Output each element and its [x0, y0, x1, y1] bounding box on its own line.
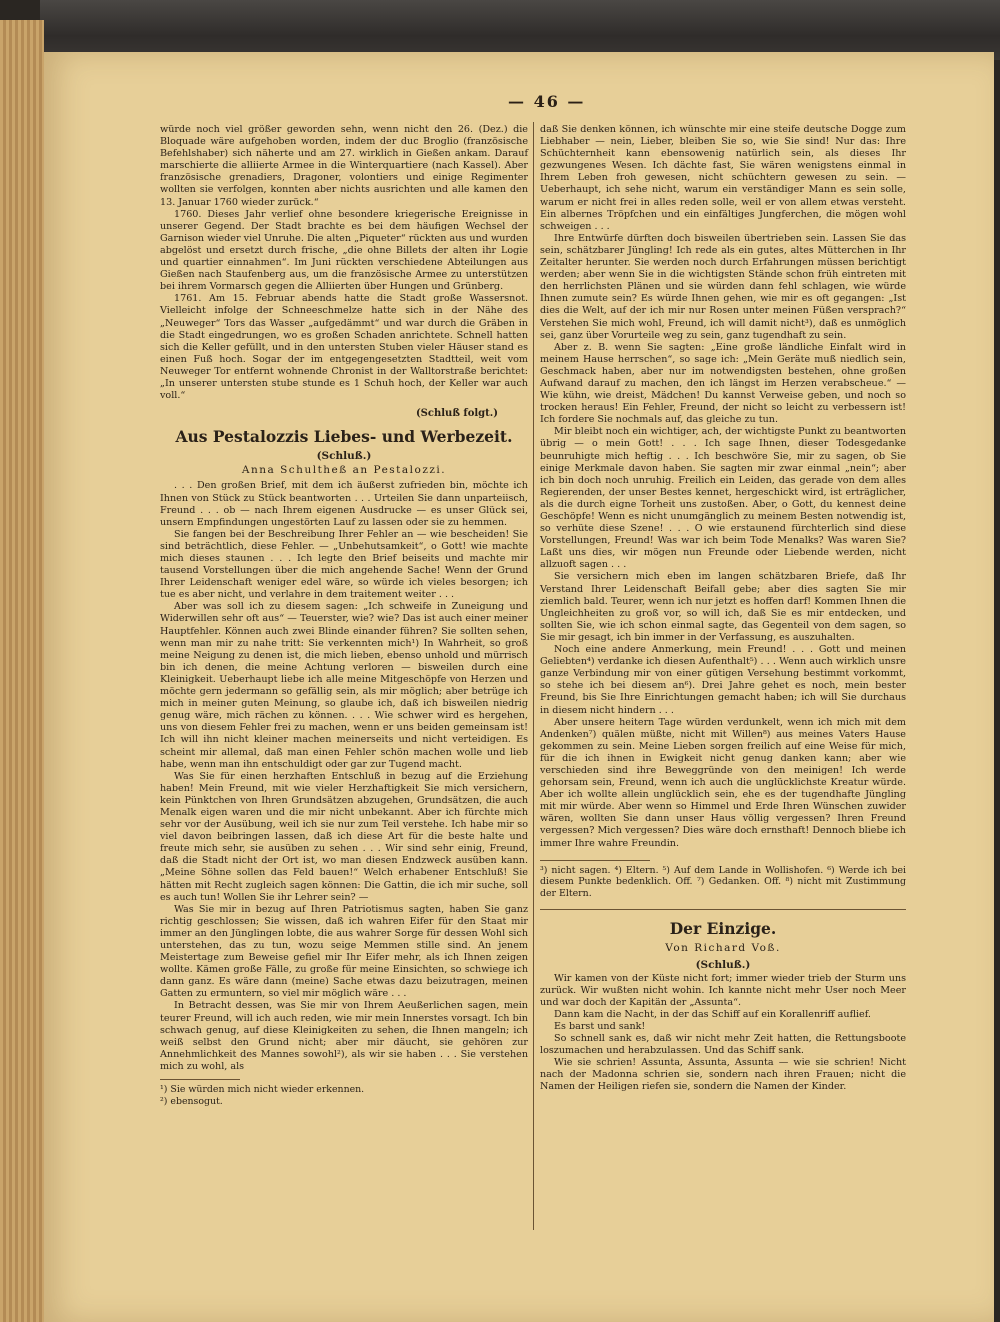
column-divider: [533, 122, 534, 1230]
letter-paragraph: daß Sie denken können, ich wünschte mir eine steife deutsche Dogge zum Liebhaber — nein, Lieber, bleiben Sie so, wie Sie sind! Nur das: Ihre Schüchternheit kann ebensowenig natürlich sein, als dieses Ihr gezwungenes Wesen. Ich dächte fast, Sie wären wenigstens einmal in Ihrem Leben froh gewesen, nicht schüchtern gewesen zu sein. — Ueberhaupt, ich sehe nicht, warum ein verständiger Mann es sein solle, warum er nicht frei in alles reden solle, weil er von allem etwas versteht. Ein albernes Tröpfchen und ein einfältiges Jungferchen, die mögen wohl schweigen . . .: [540, 124, 906, 232]
page-stack-edge: [0, 20, 44, 1322]
left-column: [160, 124, 528, 1107]
chronicle-paragraph: würde noch viel größer geworden sehn, wenn nicht den 26. (Dez.) die Bloquade wäre aufgehoben worden, indem der duc Broglio (französische Befehlshaber) sich näherte und am 27. wirklich in Gießen ankam. Darauf marschierte die alliierte Armee in die Winterquartiere (nach Kassel). Aber französische grenadiers, Dragoner, volontiers und einige Regimenter wollten sie verfolgen, konnten aber nichts ausrichten und alle kamen den 13. Januar 1760 wieder zurück.“: [160, 124, 528, 208]
chronicle-paragraph: 1761. Am 15. Februar abends hatte die Stadt große Wassersnot. Vielleicht infolge der Schneeschmelze hatte sich in der Nähe des „Neuweger“ Tors das Wasser „aufgedämmt“ und war durch die Gräben in die Stadt eingedrungen, wo es großen Schaden anrichtete. Schnell hatten sich die Keller gefüllt, und in den untersten Stuben vieler Häuser stand es einen Fuß hoch. Sogar der im entgegengesetzten Stadtteil, weit vom Neuweger Tor entfernt wohnende Chronist in der Walltorstraße berichtet: „In unserer untersten stube stunde es 1 Schuh hoch, der Keller war auch voll.“: [160, 293, 528, 402]
letter-paragraph: Aber unsere heitern Tage würden verdunkelt, wenn ich mich mit dem Andenken⁷) quälen müßte, nicht mit Willen⁸) aus meines Vaters Hause gekommen zu sein. Meine Lieben sorgen freilich auf eine Weise für mich, für die ich ihnen in Ewigkeit nicht genug danken kann; aber wie verschieden sind ihre Beweggründe von den meinigen! Ich werde gehorsam sein, Freund, wenn ich auch die unglücklichste Kreatur würde. Aber ich wollte allein unglücklich sein, ehe es der tugendhafte Jüngling mit mir würde. Aber wenn so Himmel und Erde Ihren Wünschen zuwider wären, wollten Sie dann unser Haus völlig vergessen? Ihren Freund vergessen? Mich vergessen? Dies wäre doch ernsthaft! Dennoch bliebe ich immer Ihre wahre Freundin.: [540, 716, 906, 849]
footnote: ²) ebensogut.: [160, 1095, 223, 1107]
section-divider: [540, 909, 906, 910]
letter-paragraph: Was Sie mir in bezug auf Ihren Patriotismus sagten, haben Sie ganz richtig geschlossen; Sie wissen, daß ich wahren Eifer für den Staat mir immer an den Jünglingen lobte, die aus wahrer Sorge für dessen Wohl sich unterstehen, das zu tun, wozu seige Memmen stille sind. An jenem Meistertage zum Beweise gefiel mir Ihr Eifer mehr, als ich Ihnen zeigen wollte. Kämen große Fälle, zu große für meine Einsichten, so schwiege ich dann ganz. Es wäre dann (meine) Sache etwas dazu beizutragen, meinen Gatten zu ermuntern, so viel mir möglich wäre . . .: [160, 903, 528, 1000]
letter-paragraph: Sie versichern mich eben im langen schätzbaren Briefe, daß Ihr Verstand Ihrer Leidenschaft Beifall gebe; aber dies sagten Sie mir ziemlich bald. Teurer, wenn ich nur jetzt es hoffen darf! Kommen Ihnen die Ungleichheiten zu groß vor, so will ich, daß Sie es mir entdecken, und sollten Sie, wie ich schon einmal sagte, das Gegenteil von dem sagen, so Sie mir gesagt, ich bin immer in der Verfassung, es auszuhalten.: [540, 571, 906, 643]
letter-paragraph: Was Sie für einen herzhaften Entschluß in bezug auf die Erziehung haben! Mein Freund, mit wie vieler Herzhaftigkeit Sie mich versichern, kein Pünktchen von Ihren Grundsätzen abzugehen, Grundsätzen, die auch Menalk eigen waren und die mir nicht unbekannt. Aber ich fürchte mich sehr vor der Ausübung, weil ich sie nur zum Teil verstehe. Ich habe mir so viel davon beibringen lassen, daß ich diese Art für die beste halte und freute mich sehr, sie ausüben zu sehen . . . Wir sind sehr einig, Freund, daß die Stadt nicht der Ort ist, wo man diesen Endzweck ausüben kann. „Meine Söhne sollen das Feld bauen!“ Welch erhabener Entschluß! Sie hätten mit Recht zugleich sagen können: Die Gattin, die ich mir suche, soll es auch tun! Wollen Sie ihr Lehrer sein? —: [160, 770, 528, 903]
book-binding: [40, 0, 1000, 60]
article-title: Aus Pestalozzis Liebes- und Werbezeit.: [175, 427, 513, 447]
story-subtitle: (Schluß.): [695, 958, 751, 971]
story-paragraph: So schnell sank es, daß wir nicht mehr Zeit hatten, die Rettungsboote loszumachen und herabzulassen. Und das Schiff sank.: [540, 1033, 906, 1057]
page-number: — 46 —: [508, 92, 586, 111]
story-paragraph: Es barst und sank!: [554, 1020, 646, 1032]
story-paragraph: Wir kamen von der Küste nicht fort; immer wieder trieb der Sturm uns zurück. Wir wußten nicht wohin. Ich kannte nicht mehr User noch Meer und war doch der Kapitän der „Assunta“.: [540, 972, 906, 1008]
footnote-rule: [160, 1079, 240, 1080]
letter-paragraph: Aber z. B. wenn Sie sagten: „Eine große ländliche Einfalt wird in meinem Hause herrschen“, so sage ich: „Mein Geräte muß niedlich sein, Geschmack haben, aber nur im notwendigsten bestehen, ohne großen Aufwand darauf zu machen, den ich längst im Herzen verabscheue.“ — Wie kühn, wie dreist, Mädchen! Du kannst Verweise geben, und noch so trocken heraus! Ein Fehler, Freund, der nicht so leicht zu verbessern ist! Ich fordere Sie nochmals auf, das gleiche zu tun.: [540, 341, 906, 426]
story-paragraph: Dann kam die Nacht, in der das Schiff auf ein Korallenriff auflief.: [554, 1008, 871, 1020]
letter-paragraph: Noch eine andere Anmerkung, mein Freund! . . . Gott und meinen Geliebten⁴) verdanke ich diesen Aufenthalt⁵) . . . Wenn auch wirklich unsre ganze Verbindung mir von einer gütigen Versehung bestimmt vorkommt, so stehe ich bei diesem an⁶). Drei Jahre gehet es noch, mein bester Freund, bis Sie Ihre Einrichtungen gemacht haben; ich will Sie durchaus in diesem nicht hindern . . .: [540, 644, 906, 716]
chronicle-paragraph: 1760. Dieses Jahr verlief ohne besondere kriegerische Ereignisse in unserer Gegend. Der Stadt brachte es bei dem häufigen Wechsel der Garnison wieder viel Unruhe. Die alten „Piqueter“ rückten aus und wurden abgelöst und ersetzt durch frische, „die ohne Billets der alten ihr Logie und quartier einnahmen“. Im Juni rückten verschiedene Abteilungen aus Gießen nach Staufenberg aus, um die französische Armee zu unterstützen bei ihrem Vormarsch gegen die Alliierten über Hungen und Grünberg.: [160, 208, 528, 293]
footnote-rule: [540, 860, 650, 861]
story-author: Von Richard Voß.: [665, 942, 781, 955]
article-subtitle: (Schluß.): [316, 450, 372, 463]
article-author: Anna Schultheß an Pestalozzi.: [241, 464, 447, 477]
letter-paragraph: Sie fangen bei der Beschreibung Ihrer Fehler an — wie bescheiden! Sie sind beträchtlich, diese Fehler. — „Unbehutsamkeit“, o Gott! wie machte mich dieses staunen . . . Ich legte den Brief beiseits und machte mir tausend Vorstellungen über die mich angehende Sache! Wenn der Grund Ihrer Leidenschaft weniger edel wäre, so würde ich vieles besorgen; ich tue es aber nicht, und verlahre in dem traitement weiter . . .: [160, 528, 528, 601]
footnote: ³) nicht sagen. ⁴) Eltern. ⁵) Auf dem Lande in Wollishofen. ⁶) Werde ich bei diesem Punkte bedenklich. Off. ⁷) Gedanken. Off. ⁸) nicht mit Zustimmung der Eltern.: [540, 864, 906, 899]
continued-note: (Schluß folgt.): [415, 408, 498, 420]
story-paragraph: Wie sie schrien! Assunta, Assunta, Assunta — wie sie schrien! Nicht nach der Madonna schrien sie, sondern nach ihren Frauen; nicht die Namen der Heiligen riefen sie, sondern die Namen der Kinder.: [540, 1057, 906, 1093]
right-column: [540, 124, 906, 1094]
letter-paragraph: Ihre Entwürfe dürften doch bisweilen übertrieben sein. Lassen Sie das sein, schätzbarer Jüngling! Ich rede als ein gutes, altes Mütterchen in Ihr Zeitalter herunter. Sie werden noch durch Erfahrungen müssen berichtigt werden; aber wenn Sie in die wichtigsten Stände schon früh eintreten mit den herrlichsten Plänen und sie würden dann fehl schlagen, wie würde Ihnen zumute sein? Es würde Ihnen gehen, wie mir es oft gegangen: „Ist dies die Welt, auf der ich mir nur Rosen unter meinen Füßen versprach?“ Verstehen Sie mich wohl, Freund, ich will damit nicht³), daß es unmöglich sei, ganz über Vorurteile weg zu sein, ganz tugendhaft zu sein.: [540, 232, 906, 341]
letter-paragraph: In Betracht dessen, was Sie mir von Ihrem Aeußerlichen sagen, mein teurer Freund, will ich auch reden, wie mir mein Innerstes vorsagt. Ich bin schwach genug, auf diese Kleinigkeiten zu sehen, die Ihnen mangeln; ich weiß selbst den Grund nicht; aber mir däucht, sie gehören zur Annehmlichkeit des Mannes sowohl²), als wir sie haben . . . Sie verstehen mich zu wohl, als: [160, 1000, 528, 1072]
story-title: Der Einzige.: [669, 919, 777, 939]
letter-paragraph: . . . Den großen Brief, mit dem ich äußerst zufrieden bin, möchte ich Ihnen von Stück zu Stück beantworten . . . Urteilen Sie dann unparteiisch, Freund . . . ob — nach Ihrem eigenen Ausdrucke — es unser Glück sei, unsern Empfindungen ungestörten Lauf zu lassen oder sie zu hemmen.: [160, 480, 528, 528]
letter-paragraph: Aber was soll ich zu diesem sagen: „Ich schweife in Zuneigung und Widerwillen sehr oft aus“ — Teuerster, wie? wie? Das ist auch einer meiner Hauptfehler. Können auch zwei Blinde einander führen? Sie sollten sehen, wenn man mir zu nahe tritt: Sie verkennten mich¹) In Wahrheit, so groß meine Neigung zu denen ist, die mich lieben, ebenso unhold und mürrisch bin ich denen, die meine Achtung verloren — bisweilen durch eine Kleinigkeit. Ueberhaupt liebe ich alle meine Mitgeschöpfe von Herzen und möchte gern jedermann so gefällig sein, als mir möglich; aber betrüge ich mich in meiner guten Meinung, so glaube ich, daß ich bisweilen niedrig genug wäre, mich rächen zu können. . . . Wie schwer wird es hergehen, uns von diesem Fehler frei zu machen, wenn er uns beiden gemeinsam ist! Ich will ihn nicht kleiner machen meinerseits und nicht verteidigen. Es scheint mir allemal, daß man einen Fehler schön machen wolle und lieb habe, wenn man ihn entschuldigt oder gar zur Tugend macht.: [160, 601, 528, 770]
footnote: ¹) Sie würden mich nicht wieder erkennen.: [160, 1084, 365, 1096]
letter-paragraph: Mir bleibt noch ein wichtiger, ach, der wichtigste Punkt zu beantworten übrig — o mein Gott! . . . Ich sage Ihnen, dieser Todesgedanke beunruhigte mich heftig . . . Ich beschwöre Sie, mir zu sagen, ob Sie einige Merkmale davon haben. Sie sagten mir zwar einmal „nein“; aber ich bin doch noch unruhig. Freilich ein Leiden, das gerade von dem alles Regierenden, der unser Bestes kennet, hergeschickt wird, ist erträglicher, als die durch eigne Torheit uns zustoßen. Aber, o Gott, du kennest deine Geschöpfe! Wenn es nicht unumgänglich zu meinem Besten notwendig ist, so verhüte diese Szene! . . . O wie erstaunend fürchterlich sind diese Vorstellungen, Freund! Was war ich beim Tode Menalks? Was waren Sie? Laßt uns dies, wir mögen nun Freunde oder Liebende werden, nicht allzuoft sagen . . .: [540, 426, 906, 571]
